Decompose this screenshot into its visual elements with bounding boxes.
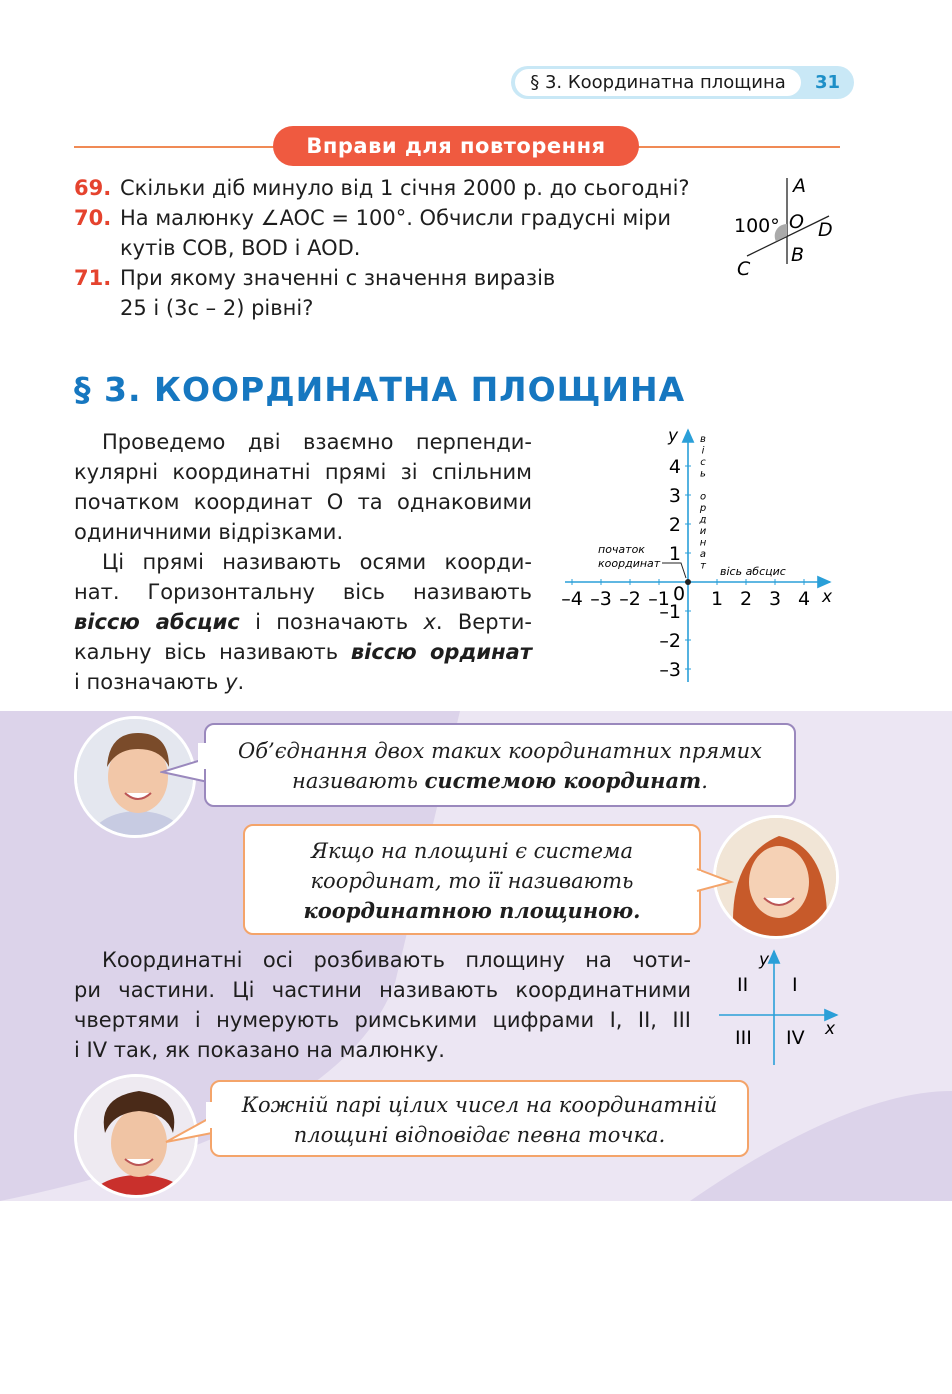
exercise-text: кутів COB, BOD і AOD. bbox=[120, 236, 361, 260]
exercises-banner: Вправи для повторення bbox=[273, 126, 639, 166]
text-run: . Верти- bbox=[435, 610, 532, 634]
text-line: і IV так, як показано на малюнку. bbox=[74, 1038, 445, 1062]
section-title: § 3. КООРДИНАТНА ПЛОЩИНА bbox=[74, 370, 686, 409]
x-tick-label: –2 bbox=[619, 588, 641, 610]
quadrant-4: IV bbox=[786, 1027, 805, 1049]
text-line bbox=[74, 637, 532, 667]
quadrants-diagram bbox=[715, 945, 845, 1070]
x-tick-label: 3 bbox=[768, 588, 782, 610]
bubble-line: Кожній парі цілих чисел на координатній bbox=[241, 1093, 718, 1117]
text-run: кальну вісь називають bbox=[74, 640, 351, 664]
term-ordinate: віссю ординат bbox=[350, 640, 532, 664]
text-line: Ці прямі називають осями коорди- bbox=[102, 550, 532, 574]
origin-note-1: початок bbox=[598, 543, 645, 556]
y-tick-label: –1 bbox=[659, 601, 681, 623]
angle-diagram bbox=[725, 172, 845, 282]
x-tick-label: –4 bbox=[561, 588, 583, 610]
x-axis-name: вісь абсцис bbox=[720, 565, 786, 578]
exercise-text: Скільки діб минуло від 1 січня 2000 р. до сьогодні? bbox=[120, 176, 690, 200]
text-run: і позначають bbox=[74, 670, 226, 694]
y-axis-name-letter: а bbox=[699, 549, 707, 560]
y-tick-label: 2 bbox=[668, 514, 681, 536]
x-tick-label: 1 bbox=[710, 588, 724, 610]
label-a: A bbox=[793, 175, 806, 197]
exercise-text: 25 і (3c – 2) рівні? bbox=[120, 296, 314, 320]
bubble-line: Якщо на площині є система bbox=[311, 839, 633, 863]
quadrants-paragraph bbox=[74, 945, 691, 1065]
bubble-tail-cover-3 bbox=[206, 1102, 216, 1128]
y-axis-label: y bbox=[668, 426, 679, 446]
coordinate-axes-diagram bbox=[550, 420, 850, 690]
exercise-text: На малюнку ∠AOC = 100°. Обчисли градусні міри bbox=[120, 206, 672, 230]
origin-label: 0 bbox=[673, 583, 686, 605]
origin-point bbox=[685, 579, 691, 585]
y-axis-name-letter: р bbox=[699, 503, 707, 514]
text-run: називають bbox=[292, 769, 425, 793]
text-run: . bbox=[701, 769, 708, 793]
text-line: чвертями і нумерують римськими цифрами I, II, III bbox=[74, 1008, 691, 1032]
speech-bubble-1 bbox=[204, 723, 796, 807]
bubble-line: координатною площиною. bbox=[303, 898, 641, 923]
bubble-tail-cover-1 bbox=[198, 743, 208, 769]
y-axis-name-letter: і bbox=[701, 445, 705, 457]
bubble-line: Об’єднання двох таких координатних прямих bbox=[238, 739, 762, 763]
y-axis-name bbox=[699, 434, 708, 572]
text-line: кулярні координатні прямі зі спільним bbox=[74, 460, 532, 484]
var-x: x bbox=[423, 610, 436, 634]
exercise-number: 69. bbox=[74, 176, 112, 200]
text-line: початком координат O та однаковими bbox=[74, 490, 532, 514]
y-tick-label: 4 bbox=[668, 456, 681, 478]
text-line: Проведемо дві взаємно перпенди- bbox=[102, 430, 532, 454]
speech-bubble-3 bbox=[210, 1080, 749, 1157]
bubble-line bbox=[206, 766, 794, 796]
y-axis-name-letter: т bbox=[700, 560, 706, 572]
page-number: 31 bbox=[814, 72, 841, 93]
exercise-text: При якому значенні c значення виразів bbox=[120, 266, 556, 290]
y-axis-name-letter: и bbox=[699, 526, 707, 537]
q-x-label: x bbox=[825, 1019, 836, 1039]
label-d: D bbox=[818, 219, 833, 241]
running-header-title: § 3. Координатна площина bbox=[515, 69, 801, 96]
x-axis-label: x bbox=[822, 587, 833, 607]
x-tick-label: 4 bbox=[797, 588, 811, 610]
quadrant-2: II bbox=[737, 974, 749, 996]
text-line: нат. Горизонтальну вісь називають bbox=[74, 580, 532, 604]
y-axis-name-letter: ь bbox=[700, 468, 706, 480]
y-tick-label: 3 bbox=[668, 485, 681, 507]
intro-paragraph bbox=[74, 427, 532, 697]
speech-bubble-2 bbox=[243, 824, 701, 935]
var-y: y bbox=[225, 670, 238, 694]
exercise-69 bbox=[74, 173, 690, 203]
origin-note-2: координат bbox=[598, 557, 661, 570]
y-axis-name-letter: с bbox=[700, 457, 706, 468]
text-line bbox=[74, 667, 532, 697]
y-axis-name-letter: о bbox=[699, 491, 707, 503]
text-line: Координатні осі розбивають площину на чоти- bbox=[102, 948, 691, 972]
exercise-number: 70. bbox=[74, 206, 112, 230]
x-tick-label: –1 bbox=[648, 588, 670, 610]
label-o: O bbox=[789, 211, 804, 233]
label-b: B bbox=[791, 244, 805, 266]
term-coordinate-system: системою координат bbox=[424, 768, 702, 793]
text-run: і позначають bbox=[239, 610, 424, 634]
exercise-number: 71. bbox=[74, 266, 112, 290]
quadrant-3: III bbox=[735, 1027, 752, 1049]
label-c: C bbox=[737, 258, 751, 280]
text-line bbox=[74, 607, 532, 637]
angle-value: 100° bbox=[734, 215, 780, 237]
text-line: ри частини. Ці частини називають координатними bbox=[74, 978, 691, 1002]
y-tick-label: –2 bbox=[659, 630, 681, 652]
text-line: одиничними відрізками. bbox=[74, 520, 344, 544]
y-axis-name-letter: н bbox=[699, 537, 707, 549]
q-y-label: y bbox=[759, 950, 770, 970]
quadrant-1: I bbox=[792, 974, 798, 996]
text-run: . bbox=[237, 670, 245, 694]
exercise-71 bbox=[74, 263, 714, 320]
bubble-tail-2 bbox=[695, 866, 735, 896]
bubble-line: площині відповідає певна точка. bbox=[293, 1123, 666, 1147]
term-abscissa: віссю абсцис bbox=[74, 610, 240, 634]
y-tick-label: 1 bbox=[668, 543, 681, 565]
origin-pointer bbox=[662, 563, 686, 578]
y-axis-name-letter: в bbox=[700, 434, 706, 445]
x-tick-label: 2 bbox=[739, 588, 753, 610]
x-tick-label: –3 bbox=[590, 588, 612, 610]
y-axis-name-letter: д bbox=[699, 514, 707, 526]
y-tick-label: –3 bbox=[659, 659, 681, 681]
exercise-70 bbox=[74, 203, 714, 260]
bubble-line: координат, то її називають bbox=[310, 869, 634, 893]
